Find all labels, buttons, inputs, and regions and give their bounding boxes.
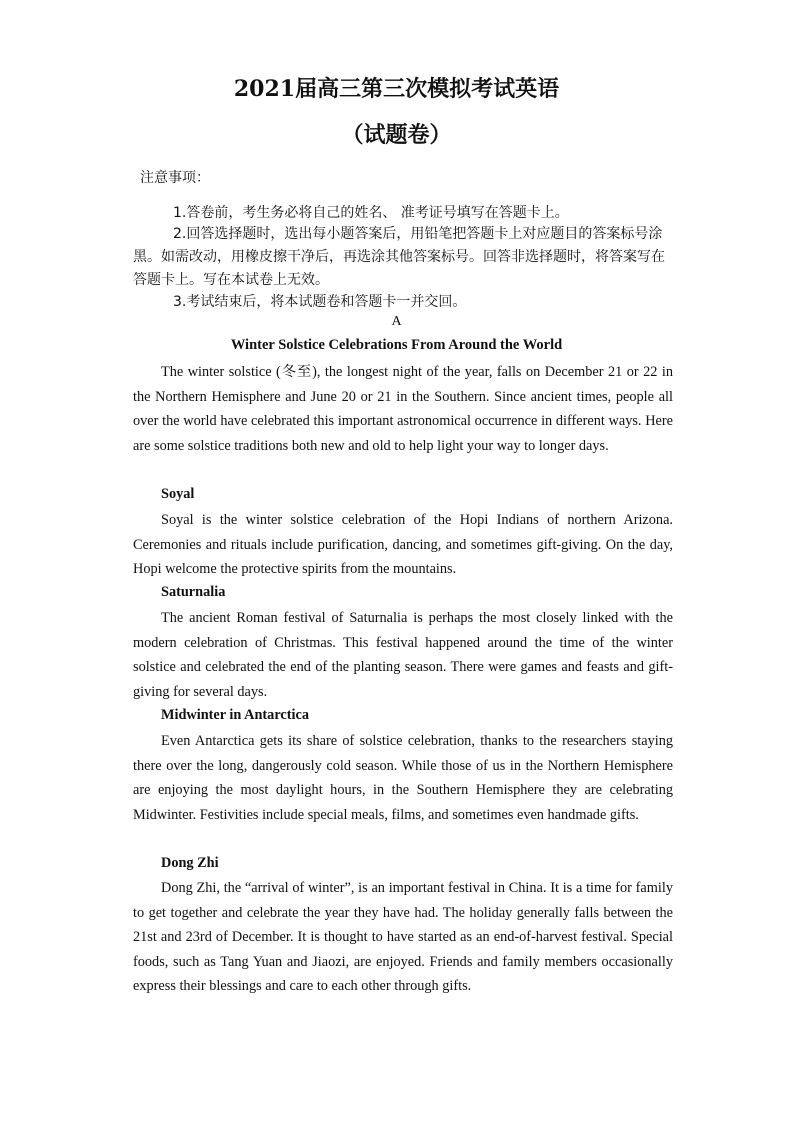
section-letter: A [391,314,402,329]
paragraph-dong-zhi: Dong Zhi, the “arrival of winter”, is an important festival in China. It is a time for family to get together and celebrate the year they have had. The holiday generally falls between the 21st and 23rd of December. It is thought to have started as an end-of-harvest festival. Special foods, such as Tang Yuan and Jiaozi, are enjoyed. Friends and family members occasionally express their blessings and care to each other through gifts. [133,880,673,995]
article-title: Winter Solstice Celebrations From Around the World [230,337,563,353]
notice-item-3: 3.考试结束后，将本试题卷和答题卡一并交回。 [173,294,467,310]
paragraph-saturnalia: The ancient Roman festival of Saturnalia is perhaps the most closely linked with the modern celebration of Christmas. This festival happened around the time of the winter solstice and celebrated the end of the planting season. There were games and feasts and gift-giving for several days. [133,610,673,700]
paragraph-soyal: Soyal is the winter solstice celebration of the Hopi Indians of northern Arizona. Ceremonies and rituals include purification, dancing, and sometimes gift-giving. On the day, Hopi welcome the protective spirits from the mountains. [133,512,673,578]
subheading-dong-zhi: Dong Zhi [161,855,219,871]
exam-subtitle: （试题卷） [341,122,452,148]
notice-item-1: 1.答卷前，考生务必将自己的姓名、 准考证号填写在答题卡上。 [173,205,569,221]
intro-paragraph: The winter solstice (冬至), the longest night of the year, falls on December 21 or 22 in the Northern Hemisphere and June 20 or 21 in the Southern. Since ancient times, people all over the world have celebrated this important astronomical occurrence in different ways. Here are some solstice traditions both new and old to help light your way to longer days. [133,364,673,454]
subheading-midwinter: Midwinter in Antarctica [161,707,309,723]
notice-heading: 注意事项： [140,170,210,186]
subheading-soyal: Soyal [161,486,195,502]
exam-title: 2021届高三第三次模拟考试英语 [233,76,560,102]
subheading-saturnalia: Saturnalia [161,584,226,600]
paragraph-midwinter: Even Antarctica gets its share of solstice celebration, thanks to the researchers staying there over the long, dangerously cold season. While those of us in the Northern Hemisphere are enjoying the most daylight hours, in the Southern Hemisphere they are celebrating Midwinter. Festivities include special meals, films, and sometimes even handmade gifts. [133,733,673,823]
notice-item-2: 2.回答选择题时，选出每小题答案后，用铅笔把答题卡上对应题目的答案标号涂黑。如需改动，用橡皮擦干净后，再选涂其他答案标号。回答非选择题时，将答案写在答题卡上。写在本试卷上无效。 [133,226,665,288]
